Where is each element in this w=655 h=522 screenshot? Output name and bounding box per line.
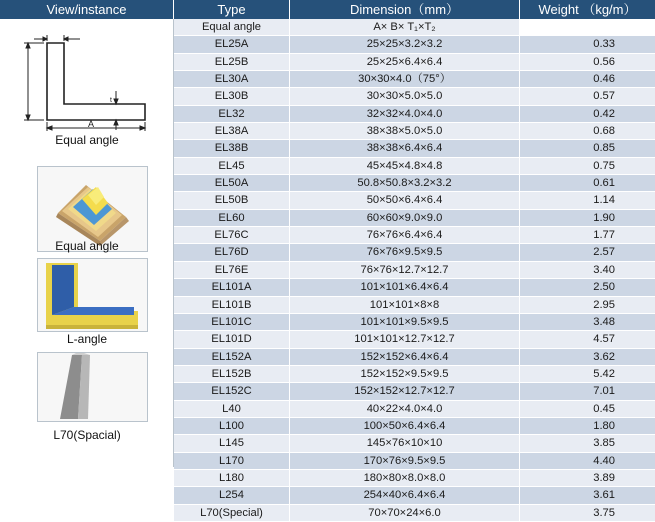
cell-type: L40 — [174, 401, 290, 417]
cell-dimension: 152×152×12.7×12.7 — [290, 383, 520, 399]
cell-weight: 3.40 — [520, 262, 655, 278]
table-row — [174, 88, 655, 105]
table-row — [174, 19, 655, 36]
cell-weight: 3.85 — [520, 435, 655, 451]
cell-dimension: 60×60×9.0×9.0 — [290, 210, 520, 226]
cell-type: EL76C — [174, 227, 290, 243]
view-column — [0, 19, 174, 467]
table-row — [174, 314, 655, 331]
table-row — [174, 349, 655, 366]
cell-type: EL152C — [174, 383, 290, 399]
spec-table — [174, 19, 655, 522]
cell-weight: 0.85 — [520, 140, 655, 156]
table-row — [174, 331, 655, 348]
cell-weight: 0.56 — [520, 54, 655, 70]
cell-weight: 3.61 — [520, 487, 655, 503]
header-type: Type — [174, 0, 290, 19]
cell-weight: 3.75 — [520, 505, 655, 521]
cell-dimension: 152×152×6.4×6.4 — [290, 349, 520, 365]
cell-dimension: 38×38×5.0×5.0 — [290, 123, 520, 139]
cell-dimension: 32×32×4.0×4.0 — [290, 106, 520, 122]
cell-type: L70(Special) — [174, 505, 290, 521]
cell-weight: 3.62 — [520, 349, 655, 365]
cell-dimension: 40×22×4.0×4.0 — [290, 401, 520, 417]
cell-type: EL45 — [174, 158, 290, 174]
cell-dimension: 25×25×3.2×3.2 — [290, 36, 520, 52]
cell-weight: 3.89 — [520, 470, 655, 486]
cell-type: L145 — [174, 435, 290, 451]
cell-weight: 1.80 — [520, 418, 655, 434]
cell-dimension: 50×50×6.4×6.4 — [290, 192, 520, 208]
cell-type: EL25A — [174, 36, 290, 52]
cell-dimension: 100×50×6.4×6.4 — [290, 418, 520, 434]
cell-dimension: 152×152×9.5×9.5 — [290, 366, 520, 382]
table-row — [174, 297, 655, 314]
cell-type: Equal angle — [174, 19, 290, 35]
table-row — [174, 505, 655, 522]
cell-dimension: 101×101×6.4×6.4 — [290, 279, 520, 295]
l70-photo — [37, 352, 148, 422]
table-row — [174, 227, 655, 244]
cell-type: EL76D — [174, 244, 290, 260]
cell-dimension: 145×76×10×10 — [290, 435, 520, 451]
cell-type: EL101B — [174, 297, 290, 313]
cell-dimension: 101×101×9.5×9.5 — [290, 314, 520, 330]
cell-type: EL32 — [174, 106, 290, 122]
cell-type: L254 — [174, 487, 290, 503]
thickness-label: t — [110, 97, 112, 104]
table-row — [174, 470, 655, 487]
cell-weight: 7.01 — [520, 383, 655, 399]
l-angle-photo — [37, 258, 148, 332]
header-dimension: Dimension（mm） — [290, 0, 520, 19]
table-row — [174, 158, 655, 175]
cell-type: L180 — [174, 470, 290, 486]
table-row — [174, 401, 655, 418]
cell-dimension: 45×45×4.8×4.8 — [290, 158, 520, 174]
cell-dimension: 170×76×9.5×9.5 — [290, 453, 520, 469]
cell-type: EL30B — [174, 88, 290, 104]
cell-type: EL152A — [174, 349, 290, 365]
caption-drawing: Equal angle — [55, 133, 119, 147]
header-weight: Weight （kg/m） — [520, 0, 655, 19]
cell-dimension: 101×101×8×8 — [290, 297, 520, 313]
cell-type: EL25B — [174, 54, 290, 70]
table-row — [174, 262, 655, 279]
cell-dimension: 76×76×6.4×6.4 — [290, 227, 520, 243]
table-row — [174, 123, 655, 140]
cell-weight: 1.90 — [520, 210, 655, 226]
table-row — [174, 175, 655, 192]
cell-dimension: 30×30×4.0（75°） — [290, 71, 520, 87]
caption-photo-equal: Equal angle — [55, 239, 119, 253]
table-row — [174, 106, 655, 123]
cell-type: EL101D — [174, 331, 290, 347]
cell-weight: 4.57 — [520, 331, 655, 347]
cell-dimension: 76×76×12.7×12.7 — [290, 262, 520, 278]
cell-type: EL101C — [174, 314, 290, 330]
table-row — [174, 36, 655, 53]
cell-weight: 0.57 — [520, 88, 655, 104]
cell-weight: 1.14 — [520, 192, 655, 208]
cell-weight: 0.42 — [520, 106, 655, 122]
cell-weight: 0.45 — [520, 401, 655, 417]
cell-type: EL60 — [174, 210, 290, 226]
cell-type: EL50A — [174, 175, 290, 191]
cell-weight: 0.61 — [520, 175, 655, 191]
equal-angle-drawing — [20, 31, 150, 131]
cell-weight: 2.50 — [520, 279, 655, 295]
cell-weight: 4.40 — [520, 453, 655, 469]
cell-type: EL50B — [174, 192, 290, 208]
table-row — [174, 418, 655, 435]
cell-type: EL30A — [174, 71, 290, 87]
table-row — [174, 210, 655, 227]
cell-weight: 0.33 — [520, 36, 655, 52]
table-header — [0, 0, 655, 19]
table-row — [174, 279, 655, 296]
caption-l70: L70(Spacial) — [53, 428, 121, 442]
cell-weight: 3.48 — [520, 314, 655, 330]
table-row — [174, 383, 655, 400]
cell-weight: 2.95 — [520, 297, 655, 313]
cell-type: L170 — [174, 453, 290, 469]
table-row — [174, 366, 655, 383]
cell-weight: 0.68 — [520, 123, 655, 139]
table-row — [174, 192, 655, 209]
cell-dimension: 70×70×24×6.0 — [290, 505, 520, 521]
cell-dimension: 254×40×6.4×6.4 — [290, 487, 520, 503]
cell-weight — [520, 19, 655, 35]
cell-type: EL38B — [174, 140, 290, 156]
cell-weight: 1.77 — [520, 227, 655, 243]
cell-dimension: 76×76×9.5×9.5 — [290, 244, 520, 260]
cell-dimension: 30×30×5.0×5.0 — [290, 88, 520, 104]
cell-dimension: 101×101×12.7×12.7 — [290, 331, 520, 347]
caption-l-angle: L-angle — [66, 332, 108, 346]
cell-dimension: 38×38×6.4×6.4 — [290, 140, 520, 156]
table-row — [174, 140, 655, 157]
table-row — [174, 453, 655, 470]
cell-type: EL76E — [174, 262, 290, 278]
table-row — [174, 54, 655, 71]
table-row — [174, 71, 655, 88]
cell-type: EL152B — [174, 366, 290, 382]
cell-dimension: 25×25×6.4×6.4 — [290, 54, 520, 70]
cell-weight: 2.57 — [520, 244, 655, 260]
table-row — [174, 435, 655, 452]
cell-dimension: A× B× T₁×T₂ — [290, 19, 520, 35]
width-label: A — [88, 119, 95, 129]
cell-type: EL101A — [174, 279, 290, 295]
cell-weight: 5.42 — [520, 366, 655, 382]
table-row — [174, 244, 655, 261]
table-row — [174, 487, 655, 504]
cell-type: EL38A — [174, 123, 290, 139]
header-view: View/instance — [0, 0, 174, 19]
cell-weight: 0.46 — [520, 71, 655, 87]
cell-type: L100 — [174, 418, 290, 434]
cell-weight: 0.75 — [520, 158, 655, 174]
cell-dimension: 180×80×8.0×8.0 — [290, 470, 520, 486]
cell-dimension: 50.8×50.8×3.2×3.2 — [290, 175, 520, 191]
